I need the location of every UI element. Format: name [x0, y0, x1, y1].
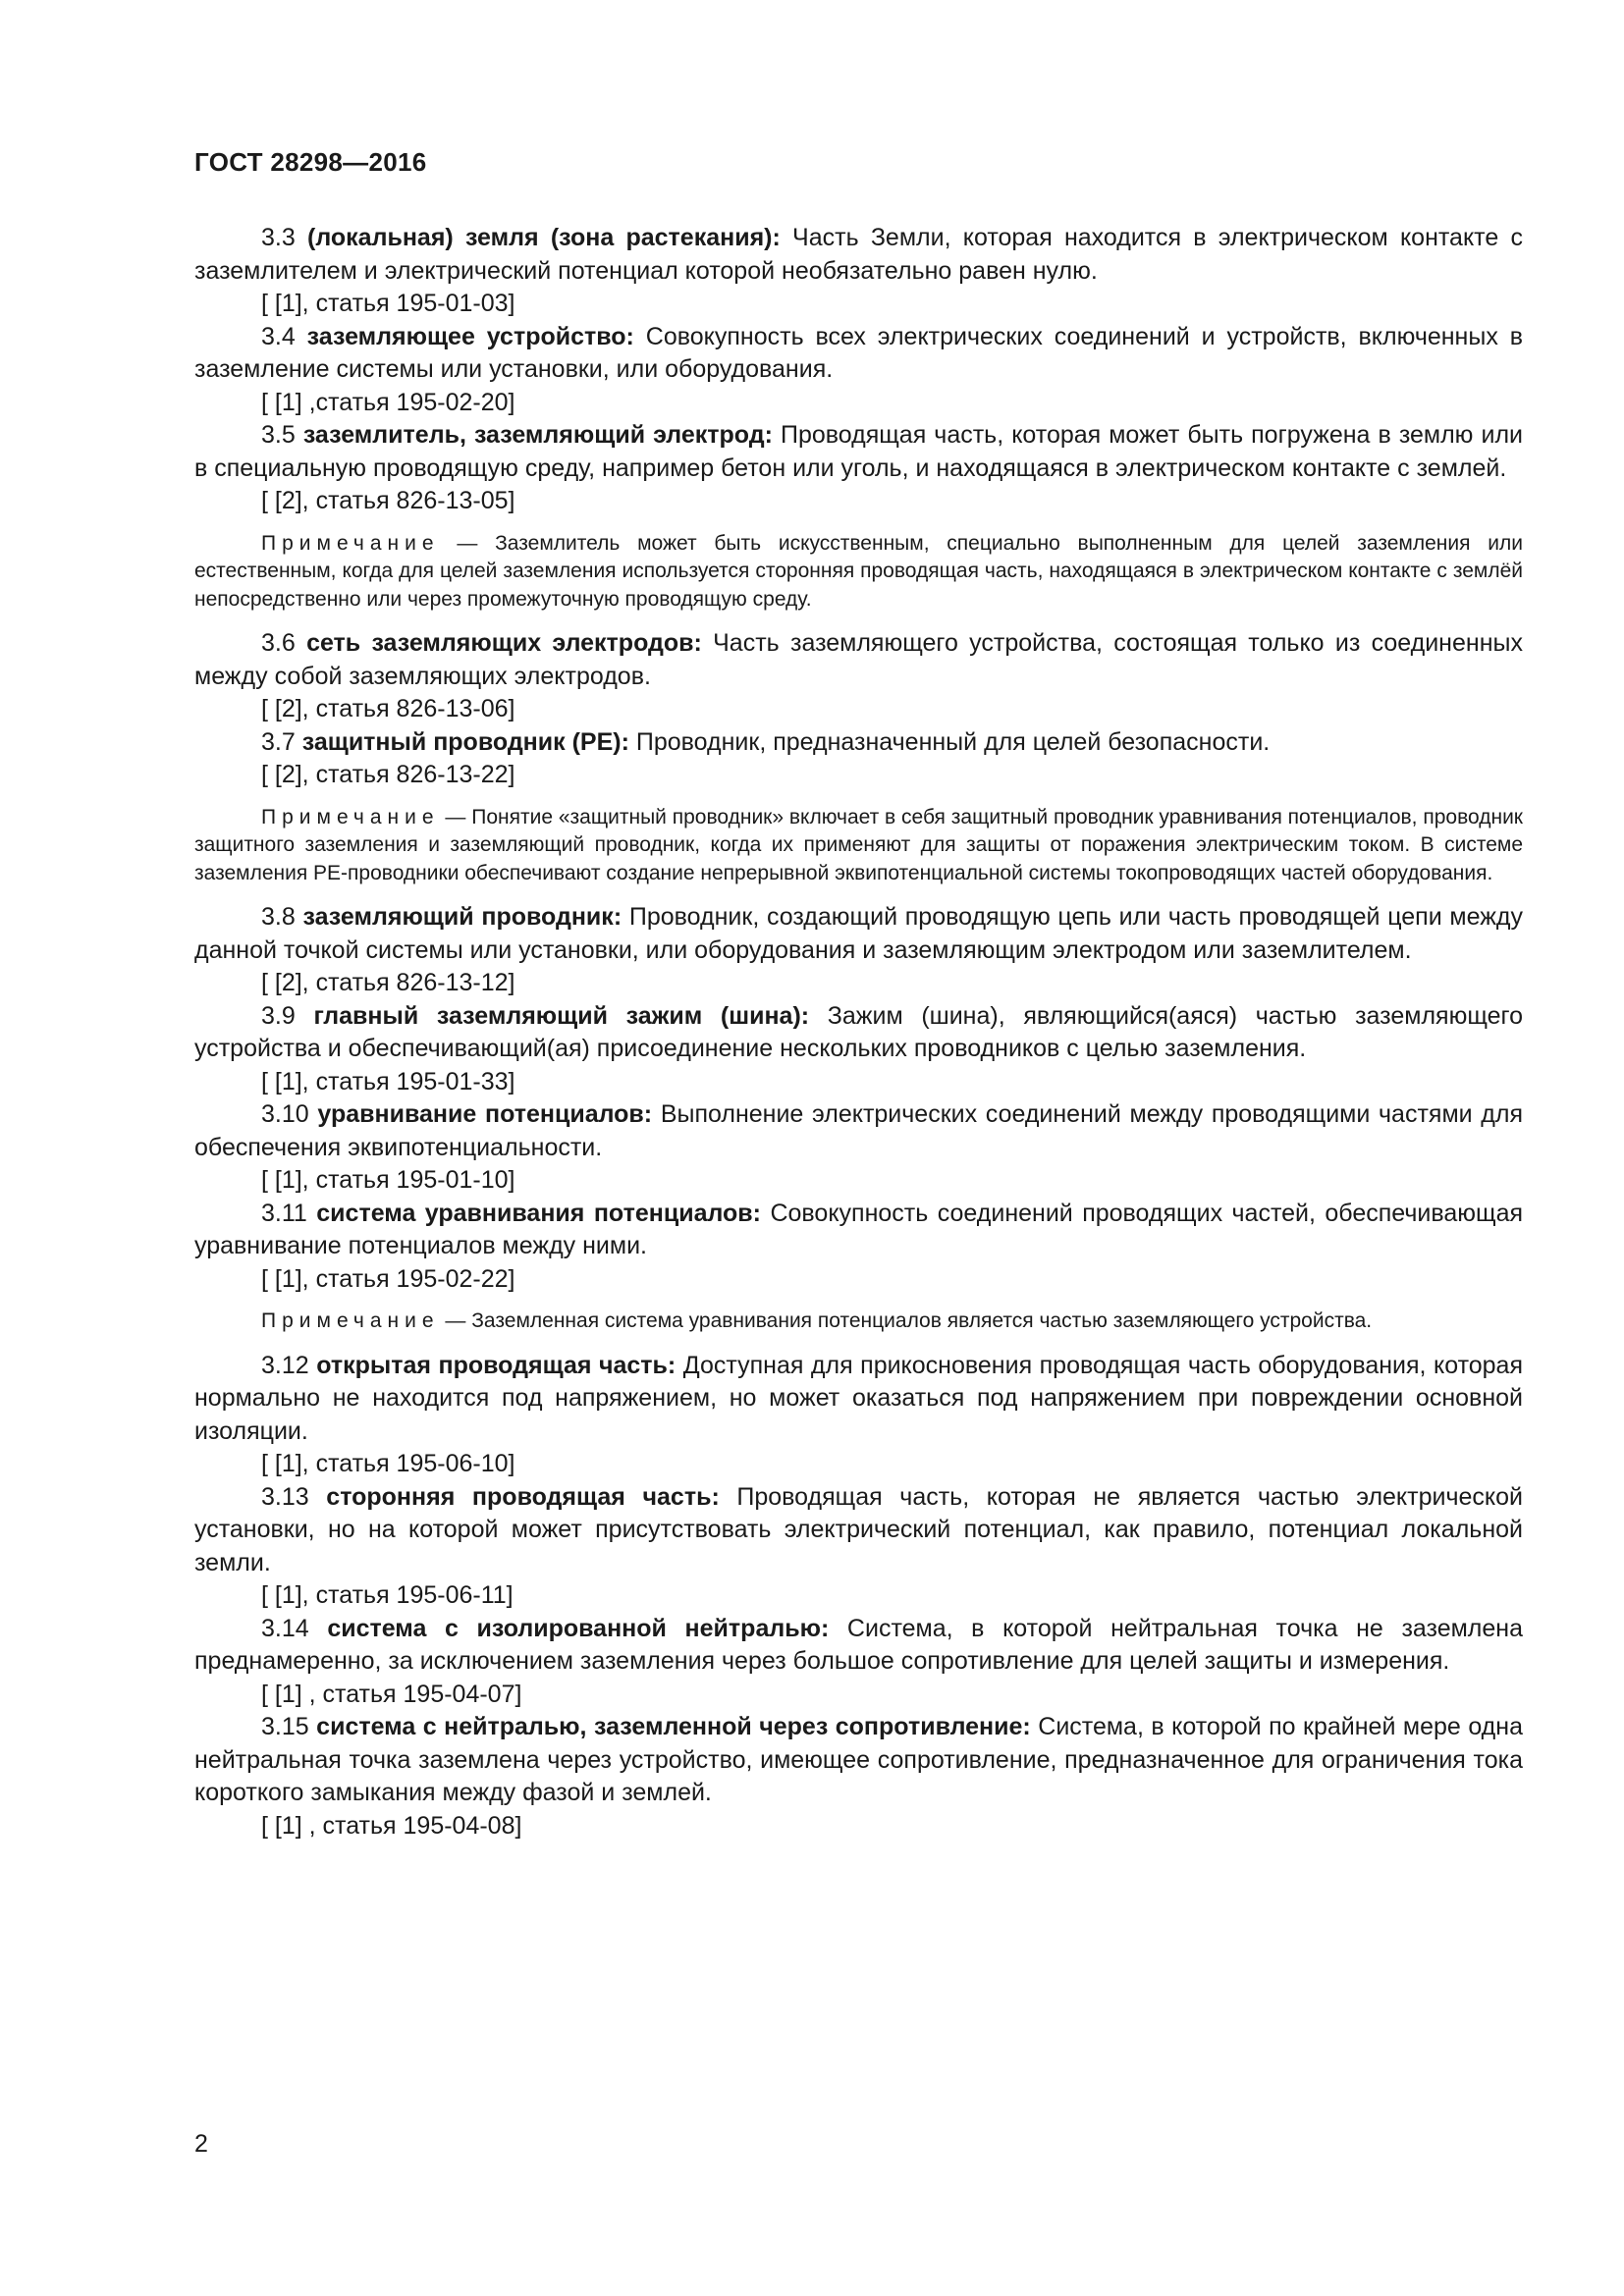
- note: [194, 804, 1523, 888]
- term-number: 3.12: [261, 1351, 309, 1379]
- term-definition: Проводящая часть, которая не является частью электрической установки, но на которой может присутствовать электрический потенциал, как правило, потенциал локальной земли.: [194, 1482, 1523, 1576]
- note-label: Примечание: [261, 1309, 440, 1332]
- term-entry: [194, 1000, 1523, 1099]
- term-name: заземлитель, заземляющий электрод:: [302, 421, 773, 449]
- term-name: главный заземляющий зажим (шина):: [313, 1001, 810, 1030]
- note-dash: —: [445, 1309, 466, 1332]
- term-source: [ [1] , статья 195-04-08]: [261, 1811, 522, 1840]
- term-number: 3.5: [261, 421, 296, 449]
- term-source: [ [1] , статья 195-04-07]: [261, 1680, 522, 1708]
- term-definition: Выполнение электрических соединений между проводящими частями для обеспечения эквипотенциальности.: [194, 1100, 1523, 1161]
- term-entry: [194, 1198, 1523, 1297]
- term-number: 3.11: [261, 1199, 307, 1227]
- term-entry: [194, 1350, 1523, 1481]
- term-name: открытая проводящая часть:: [316, 1351, 677, 1379]
- term-number: 3.9: [261, 1001, 296, 1030]
- term-entry: [194, 222, 1523, 321]
- term-entry: [194, 1481, 1523, 1613]
- term-entry: [194, 1098, 1523, 1198]
- term-definition: Проводник, предназначенный для целей безопасности.: [635, 727, 1271, 756]
- term-name: уравнивание потенциалов:: [317, 1100, 653, 1128]
- note: [194, 1308, 1523, 1336]
- term-entry: [194, 419, 1523, 518]
- term-number: 3.14: [261, 1614, 309, 1642]
- term-number: 3.13: [261, 1482, 309, 1511]
- term-name: защитный проводник (PE):: [301, 727, 629, 756]
- note-label: Примечание: [261, 805, 440, 828]
- term-name: система с изолированной нейтралью:: [327, 1614, 830, 1642]
- term-source: [ [2], статья 826-13-05]: [261, 487, 515, 514]
- term-name: сторонняя проводящая часть:: [326, 1482, 720, 1511]
- term-source: [ [1], статья 195-06-10]: [261, 1450, 515, 1477]
- term-definition: Доступная для прикосновения проводящая часть оборудования, которая нормально не находится под напряжением, но может оказаться под напряжением при повреждении основной изоляции.: [194, 1351, 1523, 1445]
- term-name: заземляющий проводник:: [302, 903, 623, 931]
- term-entry: [194, 1711, 1523, 1842]
- term-definition: Зажим (шина), являющийся(аяся) частью заземляющего устройства и обеспечивающий(ая) присоединение нескольких проводников с целью заземления.: [194, 1001, 1523, 1062]
- term-name: система уравнивания потенциалов:: [316, 1199, 761, 1227]
- term-source: [ [1] ,статья 195-02-20]: [261, 388, 515, 416]
- term-entry: [194, 1613, 1523, 1712]
- term-definition: Совокупность соединений проводящих частей, обеспечивающая уравнивание потенциалов между ними.: [194, 1199, 1524, 1259]
- term-definition: Проводящая часть, которая может быть погружена в землю или в специальную проводящую среду, например бетон или уголь, и находящаяся в электрическом контакте с землей.: [194, 421, 1524, 482]
- term-entry: [194, 726, 1523, 792]
- term-name: сеть заземляющих электродов:: [306, 629, 702, 657]
- term-name: (локальная) земля (зона растекания):: [307, 224, 781, 251]
- term-name: система с нейтралью, заземленной через сопротивление:: [316, 1713, 1031, 1740]
- page-number: 2: [194, 2130, 208, 2158]
- term-source: [ [2], статья 826-13-06]: [261, 695, 515, 722]
- term-number: 3.4: [261, 322, 296, 350]
- note: [194, 530, 1523, 614]
- note-text: Понятие «защитный проводник» включает в себя защитный проводник уравнивания потенциалов, проводник защитного заземления и заземляющий проводник, когда их применяют для защиты от поражения электрическим током. В системе заземления PE-проводники обеспечивают создание непрерывной эквипотенциальной системы токопроводящих частей оборудования.: [194, 805, 1523, 884]
- term-definition: Часть Земли, которая находится в электрическом контакте с заземлителем и электрический потенциал которой необязательно равен нулю.: [194, 224, 1523, 285]
- term-number: 3.6: [261, 629, 296, 657]
- term-source: [ [2], статья 826-13-12]: [261, 969, 515, 996]
- note-text: Заземлитель может быть искусственным, специально выполненным для целей заземления или естественным, когда для целей заземления используется сторонняя проводящая часть, находящаяся в электрическом контакте с землёй непосредственно или через промежуточную проводящую среду.: [194, 531, 1523, 611]
- note-label: Примечание: [261, 531, 440, 555]
- term-source: [ [1], статья 195-06-11]: [261, 1581, 514, 1609]
- term-source: [ [1], статья 195-01-10]: [261, 1166, 515, 1194]
- term-entry: [194, 321, 1523, 420]
- term-source: [ [1], статья 195-02-22]: [261, 1264, 515, 1293]
- term-definition: Совокупность всех электрических соединений и устройств, включенных в заземление системы или установки, или оборудования.: [194, 322, 1524, 383]
- term-number: 3.15: [261, 1713, 309, 1740]
- term-source: [ [1], статья 195-01-03]: [261, 290, 515, 317]
- term-number: 3.10: [261, 1100, 309, 1128]
- term-entry: [194, 627, 1523, 726]
- term-number: 3.8: [261, 903, 296, 931]
- term-number: 3.7: [261, 727, 296, 756]
- document-header: ГОСТ 28298—2016: [194, 147, 427, 177]
- term-name: заземляющее устройство:: [306, 322, 634, 350]
- term-definition: Система, в которой нейтральная точка не заземлена преднамеренно, за исключением заземления через большое сопротивление для целей защиты и измерения.: [194, 1614, 1524, 1675]
- note-dash: —: [457, 531, 478, 555]
- term-source: [ [2], статья 826-13-22]: [261, 761, 515, 788]
- term-entry: [194, 901, 1523, 1000]
- note-text: Заземленная система уравнивания потенциалов является частью заземляющего устройства.: [471, 1309, 1373, 1332]
- term-source: [ [1], статья 195-01-33]: [261, 1067, 515, 1095]
- term-definition: Система, в которой по крайней мере одна нейтральная точка заземлена через устройство, имеющее сопротивление, предназначенное для ограничения тока короткого замыкания между фазой и землей.: [194, 1713, 1523, 1806]
- note-dash: —: [445, 805, 466, 828]
- term-definition: Проводник, создающий проводящую цепь или часть проводящей цепи между данной точкой системы или установки, или оборудования и заземляющим электродом или заземлителем.: [194, 903, 1524, 964]
- document-body: [194, 222, 1523, 1842]
- term-number: 3.3: [261, 224, 296, 251]
- term-definition: Часть заземляющего устройства, состоящая только из соединенных между собой заземляющих электродов.: [194, 629, 1523, 690]
